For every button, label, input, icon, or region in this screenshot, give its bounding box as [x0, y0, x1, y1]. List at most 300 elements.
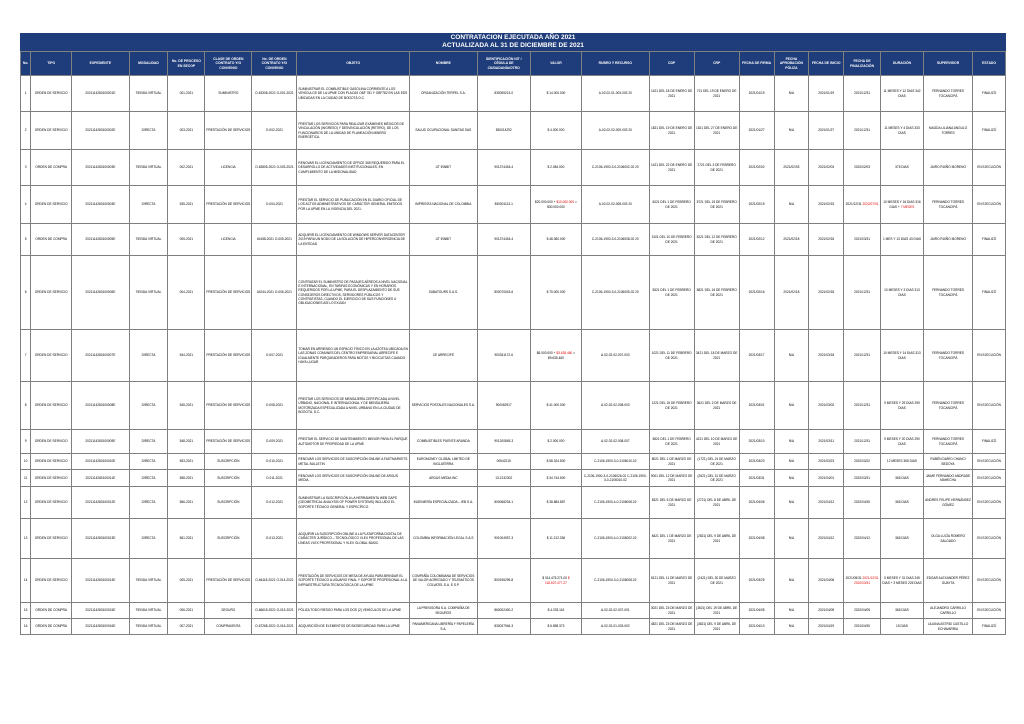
cell-inicio: 2021/02/03	[809, 150, 844, 186]
cell-obj: ADQUIRIR LA SUSCRIPCIÓN ONLINE A LA PLATAFORMA DIGITAL DE CARÁCTER JURÍDICO – TECNOLÓGICO VLEX PROFESIONAL DE LAS LÍNEAS VLEX PROFESIONAL Y VLEX GLOBAL BASIC.	[297, 519, 410, 559]
cell-tipo: ORDEN DE SERVICIO	[31, 559, 72, 603]
cell-estado: FINALIZÓ	[973, 256, 1006, 330]
cell-sup: JAIRO RUIÑO MORENO	[923, 224, 972, 256]
cell-nit: 901200845-3	[477, 430, 530, 454]
cell-exp: 2021114280100012E	[72, 487, 129, 519]
cell-exp: 2021114280100007E	[72, 330, 129, 382]
table-row	[21, 112, 1006, 150]
cell-sup: FERNANDO TORRES TOCANCIPÁ	[923, 382, 972, 430]
highlighted-value: 2022/07/31	[862, 202, 879, 207]
cell-valor: $ 14.000.000	[530, 76, 581, 112]
cell-exp: 2021114280100009E	[72, 430, 129, 454]
cell-clase: SEGURO	[205, 603, 252, 619]
cell-dur: 10 MESES Y 16 DIAS 316 DIAS + 7 MESES	[880, 186, 923, 224]
cell-clase: PRESTACIÓN DE SERVICIOS	[205, 559, 252, 603]
cell-exp: 2021114280100008E	[72, 382, 129, 430]
cell-mod: DIRECTA	[129, 330, 168, 382]
cell-valor: $ 314.475.271,00 $ 118.607.477,27	[530, 559, 581, 603]
cell-firma: 2021/04/08	[739, 519, 774, 559]
cell-sup: ANDRES FELIPE HERNÁNDEZ GÓMEZ	[923, 487, 972, 519]
cell-orden: 64158-2021 O-005-2021	[252, 224, 297, 256]
cell-valor: $ 4.000.000	[530, 112, 581, 150]
cell-orden: O-002-2021	[252, 112, 297, 150]
cell-rubro: A-02-02-01-003-002	[582, 619, 650, 635]
cell-orden: O-012-2021	[252, 487, 297, 519]
cell-proc: 566-2021	[168, 487, 205, 519]
cell-crp: 5221 DEL 12 DE FEBRERO DE 2021	[694, 224, 739, 256]
cell-nit: 800070043-6	[477, 256, 530, 330]
cell-firma: 2021/03/25	[739, 559, 774, 603]
table-row	[21, 382, 1006, 430]
cell-dur: 9 MESES Y 20 DIAS 290 DIAS	[880, 430, 923, 454]
cell-rubro: C-2106-1900-3-0-2106002-02 20	[582, 150, 650, 186]
cell-obj: SUMINISTRAR LA SUSCRIPCIÓN A LA HERRAMIENTA WEB GAPS (GEOMETRICAL ANALYSIS OF POWER SYSTEMS) INCLUIDO EL SOPORTE TÉCNICO GENERAL Y ESPECÍFICO.	[297, 487, 410, 519]
cell-crp: 721 DEL 19 DE ENERO DE 2021	[694, 76, 739, 112]
cell-mod: DIRECTA	[129, 382, 168, 430]
cell-clase: PRESTACIÓN DE SERVICIOS	[205, 330, 252, 382]
cell-nombre: SALUD OCUPACIONAL SANITAS SAS	[410, 112, 478, 150]
cell-dur: 5 MESES Y 31 DIAS 245 DIAS + 3 MESES 225 DIAS	[880, 559, 923, 603]
cell-obj: RENOVAR LOS SERVICIOS DE SUSCRIPCIÓN ONLINE A FASTMARKETS METAL BULLETIN	[297, 454, 410, 470]
cell-no: 12	[21, 487, 31, 519]
cell-mod: TIENDA VIRTUAL	[129, 559, 168, 603]
cell-tipo: ORDEN DE SERVICIO	[31, 330, 72, 382]
cell-rubro: C-2106-1900-3-0-2106008-02 20	[582, 224, 650, 256]
cell-no: 1	[21, 76, 31, 112]
cell-sup: JAIRO RUIÑO MORENO	[923, 150, 972, 186]
cell-estado: EN EJECUCIÓN	[973, 603, 1006, 619]
cell-rubro: A-02-02-01-003-003 20	[582, 76, 650, 112]
cell-firma: 2021/03/23	[739, 454, 774, 470]
cell-crp: (1721) DEL 24 DE MARZO DE 2021	[694, 454, 739, 470]
column-header: DURACIÓN	[880, 52, 923, 76]
cell-obj: RENOVAR EL LICENCIAMIENTO DE OFFICE 365 REQUERIDO PARA EL DESARROLLO DE ACTIVIDADES INSTITUCIONALES, EN CUMPLIMIENTO DE LA MISIONALIDAD	[297, 150, 410, 186]
cell-nombre: CE ARRECIFE	[410, 330, 478, 382]
cell-cdp: 8321 DEL 5 DE MARZO DE 2021	[649, 487, 694, 519]
cell-clase: LICENCIA	[205, 150, 252, 186]
cell-estado: EN EJECUCIÓN	[973, 559, 1006, 603]
cell-proc: 002-2021	[168, 150, 205, 186]
cell-nit: 901374418-4	[477, 150, 530, 186]
cell-obj: PRESTAR EL SERVICIO DE PUBLICACIÓN EN EL DIARIO OFICIAL DE LOS ACTOS ADMINISTRATIVOS DE CARÁCTER GENERAL EMITIDOS POR LA UPME EN LA VIGENCIA DEL 2021.	[297, 186, 410, 224]
cell-valor: $ 48.360.000	[530, 224, 581, 256]
cell-proc: 005-2021	[168, 224, 205, 256]
contracts-table	[20, 51, 1006, 635]
column-header: VALOR	[530, 52, 581, 76]
cell-nit: 901004957-3	[477, 519, 530, 559]
column-header: CLASE DE ORDEN CONTRATO Y/O CONVENIO	[205, 52, 252, 76]
cell-rubro: C-2106-1900-4-0-2106008-02	[582, 487, 650, 519]
cell-nit: 830037946-3	[477, 619, 530, 635]
cell-mod: TIENDA VIRTUAL	[129, 619, 168, 635]
cell-firma: 2021/03/17	[739, 330, 774, 382]
cell-estado: FINALIZÓ	[973, 224, 1006, 256]
cell-exp: 2021114280100014E	[72, 559, 129, 603]
cell-cdp: 9001 DEL 12 DE MARZO DE 2021	[649, 470, 694, 487]
cell-orden: O-67268-2021 O-016-2021	[252, 619, 297, 635]
cell-obj: TOMAR EN ARRIENDO UN ESPACIO FÍSICO EN LA AZOTEA UBICADA EN LAS ZONAS COMUNES DEL CENTRO EMPRESARIAL ARRECIFE E IGUALMENTE PARQUEADEROS PARA MOTOS Y BICICLETAS CUANDO HAYA LUGAR.	[297, 330, 410, 382]
cell-valor: $ 75.000.000	[530, 256, 581, 330]
cell-sup: EDGAR ALEXANDER PÉREZ GUAYTA	[923, 559, 972, 603]
cell-fin: 2022/03/22	[844, 454, 881, 470]
cell-clase: SUSCRIPCIÓN	[205, 487, 252, 519]
cell-tipo: ORDEN DE COMPRA	[31, 603, 72, 619]
cell-mod: DIRECTA	[129, 470, 168, 487]
cell-fin: 2021/12/31	[844, 330, 881, 382]
cell-estado: EN EJECUCIÓN	[973, 519, 1006, 559]
cell-exp: 2021114280100016E	[72, 619, 129, 635]
cell-nit: 830014292	[477, 112, 530, 150]
cell-exp: 2021114280100005E	[72, 224, 129, 256]
cell-fin: 2022/02/03	[844, 150, 881, 186]
cell-inicio: 2021/03/11	[809, 430, 844, 454]
cell-inicio: 2021/04/12	[809, 487, 844, 519]
cell-crp: (2621) DEL 31 DE MARZO DE 2021	[694, 470, 739, 487]
cell-tipo: ORDEN DE COMPRA	[31, 619, 72, 635]
cell-no: 14	[21, 559, 31, 603]
cell-cdp: 5521 DEL 1 DE FEBRERO DE 2021	[649, 256, 694, 330]
cell-no: 2	[21, 112, 31, 150]
highlighted-value: 2021/12/31 2022/03/31	[854, 576, 879, 585]
cell-no: 9	[21, 430, 31, 454]
cell-tipo: ORDEN DE SERVICIO	[31, 256, 72, 330]
cell-fin: 2021/12/31	[844, 382, 881, 430]
column-header: No.	[21, 52, 31, 76]
cell-cdp: 8021 DEL 1 DE MARZO DE 2021	[649, 454, 694, 470]
cell-cdp: 1421 DEL 22 DE ENERO DE 2021	[649, 150, 694, 186]
cell-inicio: 2021/02/15	[809, 186, 844, 224]
cell-cdp: 8121 DEL 11 DE MARZO DE 2021	[649, 559, 694, 603]
table-row	[21, 470, 1006, 487]
cell-nit: 901374418-4	[477, 224, 530, 256]
cell-fin: 2021/12/31	[844, 76, 881, 112]
cell-proc: 545-2021	[168, 382, 205, 430]
cell-valor: $ 4.033.116	[530, 603, 581, 619]
cell-crp: 5821 DEL 16 DE FEBRERO DE 2021	[694, 256, 739, 330]
cell-dur: 1 MES Y 13 DIAS 43 DIAS	[880, 224, 923, 256]
cell-no: 11	[21, 470, 31, 487]
cell-firma: 2021/04/06	[739, 487, 774, 519]
cell-poliza: N/A	[774, 382, 809, 430]
cell-orden: O-63805-2021 O-003-2021	[252, 150, 297, 186]
cell-nit: 13-2132302	[477, 470, 530, 487]
title-line-1: CONTRATACION EJECUTADA AÑO 2021	[450, 34, 576, 41]
cell-tipo: ORDEN DE SERVICIO	[31, 454, 72, 470]
cell-orden: O-007-2021	[252, 330, 297, 382]
column-header: CRP	[694, 52, 739, 76]
cell-obj: ADQUISICIÓN DE ELEMENTOS DE BIOSEGURIDAD PARA LA UPME	[297, 619, 410, 635]
cell-cdp: 6021 DEL 1 DE FEBRERO DE 2021	[649, 186, 694, 224]
cell-inicio: 2021/02/18	[809, 256, 844, 330]
cell-cdp: 5821 DEL 1 DE FEBRERO DE 2021	[649, 430, 694, 454]
cell-rubro: C-2106-1900-3-0-2106010-02	[582, 454, 650, 470]
cell-cdp: 8421 DEL 1 DE MARZO DE 2021	[649, 519, 694, 559]
cell-sup: LILIANA ASTRID CASTILLO ECHAVARRIA	[923, 619, 972, 635]
cell-cdp: 1021 DEL 11 DE FEBRERO DE 2021	[649, 330, 694, 382]
cell-proc: 001-2021	[168, 76, 205, 112]
cell-proc: 003-2021	[168, 112, 205, 150]
cell-mod: DIRECTA	[129, 186, 168, 224]
cell-nit: 900341172-6	[477, 330, 530, 382]
cell-estado: EN EJECUCIÓN	[973, 382, 1006, 430]
cell-orden: O-010-2021	[252, 454, 297, 470]
cell-no: 4	[21, 186, 31, 224]
cell-nombre: UT INNBIT	[410, 150, 478, 186]
cell-tipo: ORDEN DE COMPRA	[31, 224, 72, 256]
table-row	[21, 256, 1006, 330]
cell-crp: (3821) DEL 9 DE ABRIL DE 2021	[694, 619, 739, 635]
cell-dur: 10 MESES Y 14 DIAS 313 DIAS	[880, 330, 923, 382]
cell-dur: 9 MESES Y 29 DIAS 299 DIAS	[880, 382, 923, 430]
cell-valor: $ 41.000.000	[530, 382, 581, 430]
cell-valor: $6.000.000 + $3.635.460 = $9.635.460	[530, 330, 581, 382]
cell-no: 5	[21, 224, 31, 256]
cell-nombre: LA PREVISORA S.A. COMPAÑÍA DE SEGUROS	[410, 603, 478, 619]
cell-sup: FERNANDO TORRES TOCANCIPÁ	[923, 330, 972, 382]
cell-cdp: 1421 DEL 18 DE ENERO DE 2021	[649, 76, 694, 112]
cell-mod: DIRECTA	[129, 519, 168, 559]
cell-firma: 2021/01/19	[739, 76, 774, 112]
cell-firma: 2021/03/31	[739, 470, 774, 487]
cell-inicio: 2021/01/19	[809, 76, 844, 112]
cell-orden: 64244-2021 O-006-2021	[252, 256, 297, 330]
cell-poliza: N/A	[774, 603, 809, 619]
cell-fin: 2021/04/30	[844, 619, 881, 635]
cell-nombre: PANAMERICANA LIBRERÍA Y PAPELERÍA S.A.	[410, 619, 478, 635]
table-row	[21, 559, 1006, 603]
cell-firma: 2021/02/16	[739, 256, 774, 330]
cell-clase: LICENCIA	[205, 224, 252, 256]
cell-clase: SUSCRIPCIÓN	[205, 470, 252, 487]
cell-estado: EN EJECUCIÓN	[973, 150, 1006, 186]
cell-nombre: COLOMBIA INFORMACIÓN LEGAL S.A.S	[410, 519, 478, 559]
cell-sup: FERNANDO TORRES TOCANCIPÁ	[923, 186, 972, 224]
cell-fin: 2021/03/31	[844, 224, 881, 256]
cell-mod: TIENDA VIRTUAL	[129, 224, 168, 256]
cell-orden: O-008-2021	[252, 382, 297, 430]
cell-sup: ALEJANDRO CARRILLO CARRILLO	[923, 603, 972, 619]
cell-sup: FERNANDO TORRES TOCANCIPÁ	[923, 430, 972, 454]
cell-firma: 2021/04/05	[739, 603, 774, 619]
table-row	[21, 150, 1006, 186]
cell-rubro: A-02-02-02-008-003	[582, 382, 650, 430]
cell-proc: 006-2021	[168, 603, 205, 619]
cell-obj: PRESTAR LOS SERVICIOS DE MENSAJERÍA CERTIFICADA A NIVEL URBANO, NACIONAL E INTERNACIONAL Y DE MENSAJERÍA MOTORIZADA ESPECIALIZADA A NIVEL URBANO EN LA CIUDAD DE BOGOTÁ, D.C.	[297, 382, 410, 430]
cell-crp: (2821) DEL 9 DE ABRIL DE 2021	[694, 519, 739, 559]
cell-nombre: UT INNBIT	[410, 224, 478, 256]
column-header: No. DE PROCESO EN SECOP	[168, 52, 205, 76]
header-row	[21, 52, 1006, 76]
cell-firma: 2021/01/27	[739, 112, 774, 150]
cell-nombre: COMBUSTIBLES PUENTE ARANDA	[410, 430, 478, 454]
cell-exp: 2021114280100011E	[72, 470, 129, 487]
highlighted-value: $3.635.460	[556, 351, 573, 356]
cell-tipo: ORDEN DE SERVICIO	[31, 519, 72, 559]
cell-rubro: C-2106-1900-3-0-2106008-02	[582, 559, 650, 603]
cell-mod: TIENDA VIRTUAL	[129, 76, 168, 112]
cell-tipo: ORDEN DE SERVICIO	[31, 186, 72, 224]
column-header: FECHA APROBACIÓN PÓLIZA	[774, 52, 809, 76]
cell-fin: 2022/04/05	[844, 603, 881, 619]
cell-rubro: C-2106-1900-3-0-2106026-02 C-2106-1900-3-0-2106010-02	[582, 470, 650, 487]
title-line-2: ACTUALIZADA AL 31 DE DICIEMBRE DE 2021	[442, 42, 584, 49]
cell-no: 15	[21, 603, 31, 619]
cell-dur: 10 MESES Y 3 DIAS 313 DIAS	[880, 256, 923, 330]
cell-inicio: 2021/04/12	[809, 519, 844, 559]
cell-no: 16	[21, 619, 31, 635]
cell-inicio: 2021/02/18	[809, 224, 844, 256]
column-header: OBJETO	[297, 52, 410, 76]
cell-exp: 2021114280100002E	[72, 112, 129, 150]
cell-orden: O-63308-2021 O-001-2021	[252, 76, 297, 112]
cell-dur: 15 DIAS	[880, 619, 923, 635]
cell-fin: 2021/12/31	[844, 112, 881, 150]
cell-valor: $ 2.000.000	[530, 430, 581, 454]
cell-crp: (2421) DEL 30 DE MARZO DE 2021	[694, 559, 739, 603]
cell-obj: PRESTAR LOS SERVICIOS PARA REALIZAR EXÁMENES MÉDICOS DE VINCULACIÓN (INGRESO) Y DESVINCULACIÓN (RETIRO), DE LOS FUNCIONARIOS DE LA UNIDAD DE PLANEACIÓN MINERO ENERGÉTICA.	[297, 112, 410, 150]
cell-sup: RUBÉN DARÍO CHANCI BEDOYA	[923, 454, 972, 470]
cell-exp: 2021114280100015E	[72, 603, 129, 619]
cell-estado: EN EJECUCIÓN	[973, 186, 1006, 224]
cell-estado: EN EJECUCIÓN	[973, 470, 1006, 487]
cell-nombre: ARGUS MEDIA INC	[410, 470, 478, 487]
cell-nit: 830001113-1	[477, 186, 530, 224]
column-header: FECHA DE FIRMA	[739, 52, 774, 76]
cell-clase: SUSCRIPCIÓN	[205, 454, 252, 470]
cell-rubro: A-02-02-02-008-003 20	[582, 186, 650, 224]
cell-clase: SUMINISTRO	[205, 76, 252, 112]
cell-tipo: ORDEN DE SERVICIO	[31, 470, 72, 487]
cell-clase: PRESTACIÓN DE SERVICIOS	[205, 256, 252, 330]
cell-obj: SUMINISTRAR EL COMBUSTIBLE GASOLINA CORRIENTE A LOS VEHÍCULOS DE LA UPME CON PLACAS OBF 781 Y OBF782 EN LAS EDS UBICADAS EN LA CIUDAD DE BOGOTÁ D.C.	[297, 76, 410, 112]
cell-inicio: 2021/04/05	[809, 603, 844, 619]
cell-firma: 2021/03/10	[739, 430, 774, 454]
cell-proc: 553-2021	[168, 454, 205, 470]
cell-fin: 2021/05/31 2021/12/31 2022/03/31	[844, 559, 881, 603]
cell-inicio: 2021/04/06	[809, 559, 844, 603]
cell-nombre: IMPRENTA NACIONAL DE COLOMBIA	[410, 186, 478, 224]
cell-poliza: 2021/02/18	[774, 224, 809, 256]
cell-obj: CONTRATAR EL SUMINISTRO DE PASAJES AÉREOS A NIVEL NACIONAL E INTERNACIONAL, EN TARIFAS ECONÓMICAS Y EN HORARIOS REQUERIDOS POR LA UPME, PARA EL DESPLAZAMIENTO DE SUS CONSEJEROS DIRECTIVOS, SERVIDORES PÚBLICOS Y CONTRATISTAS, CUANDO EL EJERCICIO DE SUS FUNCIONES U OBLIGACIONES ASÍ LO EXIJAN	[297, 256, 410, 330]
cell-no: 3	[21, 150, 31, 186]
cell-obj: RENOVAR LOS SERVICIOS DE SUSCRIPCIÓN ONLINE DE ARGUS MEDIA.	[297, 470, 410, 487]
cell-valor: $20.000.000 + $10.000.000 = $30.000.000	[530, 186, 581, 224]
highlighted-value: 7 MESES	[900, 204, 915, 209]
cell-tipo: ORDEN DE SERVICIO	[31, 487, 72, 519]
cell-dur: 11 MESES Y 12 DIAS 342 DIAS	[880, 76, 923, 112]
cell-nit: 860002400-2	[477, 603, 530, 619]
column-header: TIPO	[31, 52, 72, 76]
cell-poliza: N/A	[774, 454, 809, 470]
table-row	[21, 330, 1006, 382]
cell-crp: 3421 DEL 18 DE MARZO DE 2021	[694, 330, 739, 382]
cell-estado: EN EJECUCIÓN	[973, 487, 1006, 519]
column-header: NOMBRE	[410, 52, 478, 76]
cell-estado: EN EJECUCIÓN	[973, 454, 1006, 470]
cell-mod: DIRECTA	[129, 454, 168, 470]
cell-rubro: A-02-02-02-007-003	[582, 330, 650, 382]
cell-fin: 2022/04/12	[844, 519, 881, 559]
cell-exp: 2021114280100003E	[72, 150, 129, 186]
cell-estado: FINALIZÓ	[973, 619, 1006, 635]
cell-crp: (3621) DEL 19 DE ABRIL DE 2021	[694, 603, 739, 619]
cell-crp: (2721) DEL 8 DE ABRIL DE 2021	[694, 487, 739, 519]
cell-dur: 365 DIAS	[880, 519, 923, 559]
cell-orden: O-011-2021	[252, 470, 297, 487]
cell-tipo: ORDEN DE SERVICIO	[31, 430, 72, 454]
cell-poliza: N/A	[774, 619, 809, 635]
cell-firma: 2021/04/13	[739, 619, 774, 635]
cell-valor: $ 6.898.373	[530, 619, 581, 635]
cell-inicio: 2021/03/23	[809, 454, 844, 470]
cell-firma: 2021/02/02	[739, 150, 774, 186]
cell-mod: TIENDA VIRTUAL	[129, 150, 168, 186]
cell-cdp: 3101 DEL 10 DE FEBRERO DE 2021	[649, 224, 694, 256]
cell-dur: 365 DIAS	[880, 603, 923, 619]
table-row	[21, 487, 1006, 519]
cell-orden: O-66118-2021 O-014-2021	[252, 559, 297, 603]
table-row	[21, 186, 1006, 224]
cell-mod: DIRECTA	[129, 487, 168, 519]
cell-nit: 800068234-1	[477, 487, 530, 519]
table-row	[21, 519, 1006, 559]
cell-nit: 800196299-8	[477, 559, 530, 603]
cell-orden: O-009-2021	[252, 430, 297, 454]
cell-sup: FERNANDO TORRES TOCANCIPÁ	[923, 76, 972, 112]
cell-exp: 2021114280100006E	[72, 256, 129, 330]
cell-orden: O-004-2021	[252, 186, 297, 224]
report-page	[20, 33, 1006, 635]
cell-proc: 548-2021	[168, 430, 205, 454]
cell-nombre: SUBATOURS S.A.S.	[410, 256, 478, 330]
cell-poliza: N/A	[774, 186, 809, 224]
cell-rubro: C-2106-1900-3-0-2106005-02 20	[582, 256, 650, 330]
cell-dur: 375 DIAS	[880, 150, 923, 186]
cell-no: 13	[21, 519, 31, 559]
column-header: SUPERVISOR	[923, 52, 972, 76]
cell-crp: 5721 DEL 15 DE FEBRERO DE 2021	[694, 186, 739, 224]
cell-inicio: 2021/01/27	[809, 112, 844, 150]
column-header: ESTADO	[973, 52, 1006, 76]
cell-estado: FINALIZÓ	[973, 76, 1006, 112]
cell-no: 8	[21, 382, 31, 430]
cell-proc: 535-2021	[168, 186, 205, 224]
column-header: FECHA DE INICIO	[809, 52, 844, 76]
cell-crp: 2721 DEL 3 DE FEBRERO DE 2021	[694, 150, 739, 186]
cell-exp: 2021114280100004E	[72, 186, 129, 224]
table-row	[21, 454, 1006, 470]
cell-inicio: 2021/04/19	[809, 619, 844, 635]
cell-clase: PRESTACIÓN DE SERVICIOS	[205, 112, 252, 150]
cell-nombre: COMPAÑÍA COLOMBIANA DE SERVICIOS DE VALOR AGREGADO Y TELEMÁTICOS COLVATEL S.A. E.S.P.	[410, 559, 478, 603]
cell-nombre: ORGANIZACIÓN TERPEL S.A.	[410, 76, 478, 112]
cell-mod: DIRECTA	[129, 112, 168, 150]
cell-crp: 1521 DEL 27 DE ENERO DE 2021	[694, 112, 739, 150]
cell-poliza: N/A	[774, 112, 809, 150]
cell-rubro: C-2106-1900-4-0-2106002-02	[582, 519, 650, 559]
cell-proc: 004-2021	[168, 256, 205, 330]
cell-sup: JAIME FERNANDO ANDRADE MAHECHA	[923, 470, 972, 487]
cell-estado: EN EJECUCIÓN	[973, 330, 1006, 382]
cell-poliza: N/A	[774, 76, 809, 112]
cell-firma: 2021/03/01	[739, 382, 774, 430]
cell-proc: 007-2021	[168, 619, 205, 635]
cell-proc: 544-2021	[168, 330, 205, 382]
column-header: CDP	[649, 52, 694, 76]
cell-clase: PRESTACIÓN DE SERVICIOS	[205, 382, 252, 430]
cell-mod: DIRECTA	[129, 430, 168, 454]
cell-sup: MAGDA LILIANA ANGULO TORRES	[923, 112, 972, 150]
